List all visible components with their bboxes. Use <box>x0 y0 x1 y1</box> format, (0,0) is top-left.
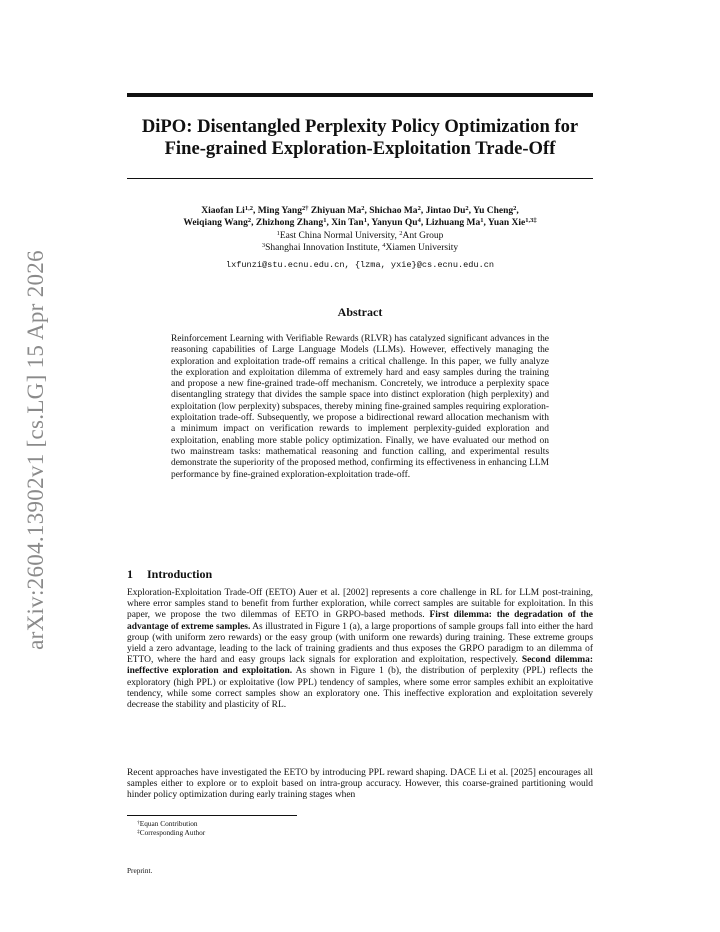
author-separator: , <box>364 206 370 216</box>
intro-paragraph-1 <box>127 588 593 711</box>
author-separator: , <box>251 218 256 228</box>
author-separator: , <box>420 206 426 216</box>
footnotes <box>137 819 437 837</box>
footnote-mark: † <box>137 820 140 826</box>
affil-mark: 4 <box>382 242 386 249</box>
affiliation-line-2 <box>112 242 608 254</box>
affil-mark: 3 <box>261 242 266 249</box>
author-affil-mark: 2 <box>465 205 469 212</box>
author-separator: , <box>483 218 488 228</box>
title-bottom-rule <box>127 178 593 179</box>
footnote-rule <box>127 815 297 816</box>
author-separator: , <box>366 218 372 228</box>
contact-email: lxfunzi@stu.ecnu.edu.cn, {lzma, yxie}@cs.ecnu.edu.cn <box>225 260 495 270</box>
paragraph-text: Exploration-Exploitation Trade-Off (EETO) Auer et al. [2002] represents a core challenge in RL for LLM post-training, where error samples stand to benefit from further exploration, while correct samples are suitable for exploitation. In this paper, we propose the two dilemmas of EETO in GRPO-based methods. <box>127 588 593 621</box>
footnote-item <box>137 828 437 837</box>
abstract-body <box>171 334 549 481</box>
author-affil-mark: 2† <box>301 205 309 212</box>
author-separator: , <box>420 218 426 228</box>
author-name: Yu Cheng <box>473 206 514 216</box>
title-line-2: Fine-grained Exploration-Exploitation Trade-Off <box>164 138 556 159</box>
footnote-item <box>137 819 437 828</box>
author-affil-mark: 1 <box>363 217 367 224</box>
author-name: Jintao Du <box>425 206 466 216</box>
abstract-text: Reinforcement Learning with Verifiable Rewards (RLVR) has catalyzed significant advances in the reasoning capabilities of Large Language Models (LLMs). However, effectively managing the exploration and exploitation trade-off remains a critical challenge. In this paper, we fully analyze the exploration and exploitation dilemma of extremely hard and easy samples during the training and propose a new fine-grained trade-off mechanism. Concretely, we introduce a perplexity space disentangling strategy that divides the sample space into distinct exploration (high perplexity) and exploitation (low perplexity) subspaces, thereby mining fine-grained samples requiring exploration-exploitation trade-off. Subsequently, we propose a bidirectional reward allocation mechanism with a minimum impact on verification rewards to implement perplexity-guided exploration and exploitation, enabling more stable policy optimization. Finally, we have evaluated our method on two mainstream tasks: mathematical reasoning and function calling, and experimental results demonstrate the superiority of the proposed method, confirming its effectiveness in enhancing LLM performance by fine-grained exploration-exploitation trade-off. <box>171 334 549 480</box>
author-name: Xin Tan <box>331 218 364 228</box>
affil-text: Ant Group <box>402 231 444 241</box>
author-affil-mark: 1 <box>480 217 484 224</box>
title-line-1: DiPO: Disentangled Perplexity Policy Optimization for <box>141 116 579 137</box>
abstract-heading: Abstract <box>337 305 383 319</box>
paragraph-text: As shown in Figure 1 (b), the distribution of perplexity (PPL) reflects the exploratory (high PPL) or exploitative (low PPL) tendency of samples, where some error samples exhibit an exploitative tendency, while some correct samples show an exploratory one. This ineffective exploration and exploitation severely decrease the stability and plasticity of RL. <box>127 666 593 711</box>
author-affil-mark: 1,3‡ <box>525 217 537 224</box>
footnote-text: Equan Contribution <box>139 819 198 828</box>
author-name: Shichao Ma <box>369 206 418 216</box>
author-row-2 <box>112 217 608 229</box>
bold-dilemma-1: First dilemma: the degradation of the advantage of extreme samples. <box>127 610 593 632</box>
paragraph-text: As illustrated in Figure 1 (a), a large proportions of sample groups fall into either the hard group (with uniform zero rewards) or the easy group (with uniform one rewards) during training. These extreme groups yield a zero advantage, leading to the lack of training gradients and thus exposes the GRPO paradigm to an dilemma of ETTO, where the hard and easy groups lack signals for exploration and exploitation, respectively. <box>127 621 593 666</box>
author-name: Yuan Xie <box>487 218 526 228</box>
author-name: Xiaofan Li <box>201 206 245 216</box>
author-affil-mark: 1 <box>323 217 327 224</box>
author-affil-mark: 2 <box>513 205 517 212</box>
preprint-footer: Preprint. <box>127 866 153 875</box>
author-name: Lizhuang Ma <box>425 218 481 228</box>
section-title: Introduction <box>147 567 213 581</box>
author-affil-mark: 2 <box>247 217 252 224</box>
author-affil-mark: 4 <box>417 217 421 224</box>
author-name: Ming Yang <box>257 206 302 216</box>
affil-text: Xiamen University <box>385 243 459 253</box>
affiliations <box>112 230 608 254</box>
author-separator: , <box>252 206 258 216</box>
author-affil-mark: 2 <box>417 205 421 212</box>
author-affil-mark: 2 <box>361 205 365 212</box>
bold-dilemma-2: Second dilemma: ineffective exploration and exploitation. <box>127 655 594 677</box>
affil-text: East China Normal University, <box>279 231 400 241</box>
intro-paragraph-2 <box>127 768 593 802</box>
title-top-rule <box>127 93 593 97</box>
affil-mark: 2 <box>399 230 403 237</box>
footnote-text: Corresponding Author <box>139 828 206 837</box>
author-name: Zhiyuan Ma <box>310 206 362 216</box>
paragraph-text: Recent approaches have investigated the EETO by introducing PPL reward shaping. DACE Li et al. [2025] encourages all samples either to explore or to exploit based on intra-group accuracy. However, this coarse-grained partitioning would hinder policy optimization during early training stages when <box>127 768 593 801</box>
author-separator: , <box>326 218 332 228</box>
affil-text: Shanghai Innovation Institute, <box>265 243 383 253</box>
author-name: Weiqiang Wang <box>183 218 248 228</box>
section-number: 1 <box>127 567 133 581</box>
arxiv-stamp-text: arXiv:2604.13902v1 [cs.LG] 15 Apr 2026 <box>23 250 48 650</box>
affil-mark: 1 <box>276 230 280 237</box>
author-affil-mark: 1,2 <box>244 205 253 212</box>
section-heading-introduction <box>127 567 593 582</box>
paper-title <box>117 116 603 160</box>
author-row-1 <box>112 205 608 217</box>
author-separator: , <box>468 206 474 216</box>
author-name: Zhizhong Zhang <box>255 218 324 228</box>
footnote-mark: ‡ <box>137 829 140 835</box>
affiliation-line-1 <box>112 230 608 242</box>
author-name: Yanyun Qu <box>371 218 418 228</box>
author-list <box>112 205 608 229</box>
author-separator: , <box>516 206 519 216</box>
